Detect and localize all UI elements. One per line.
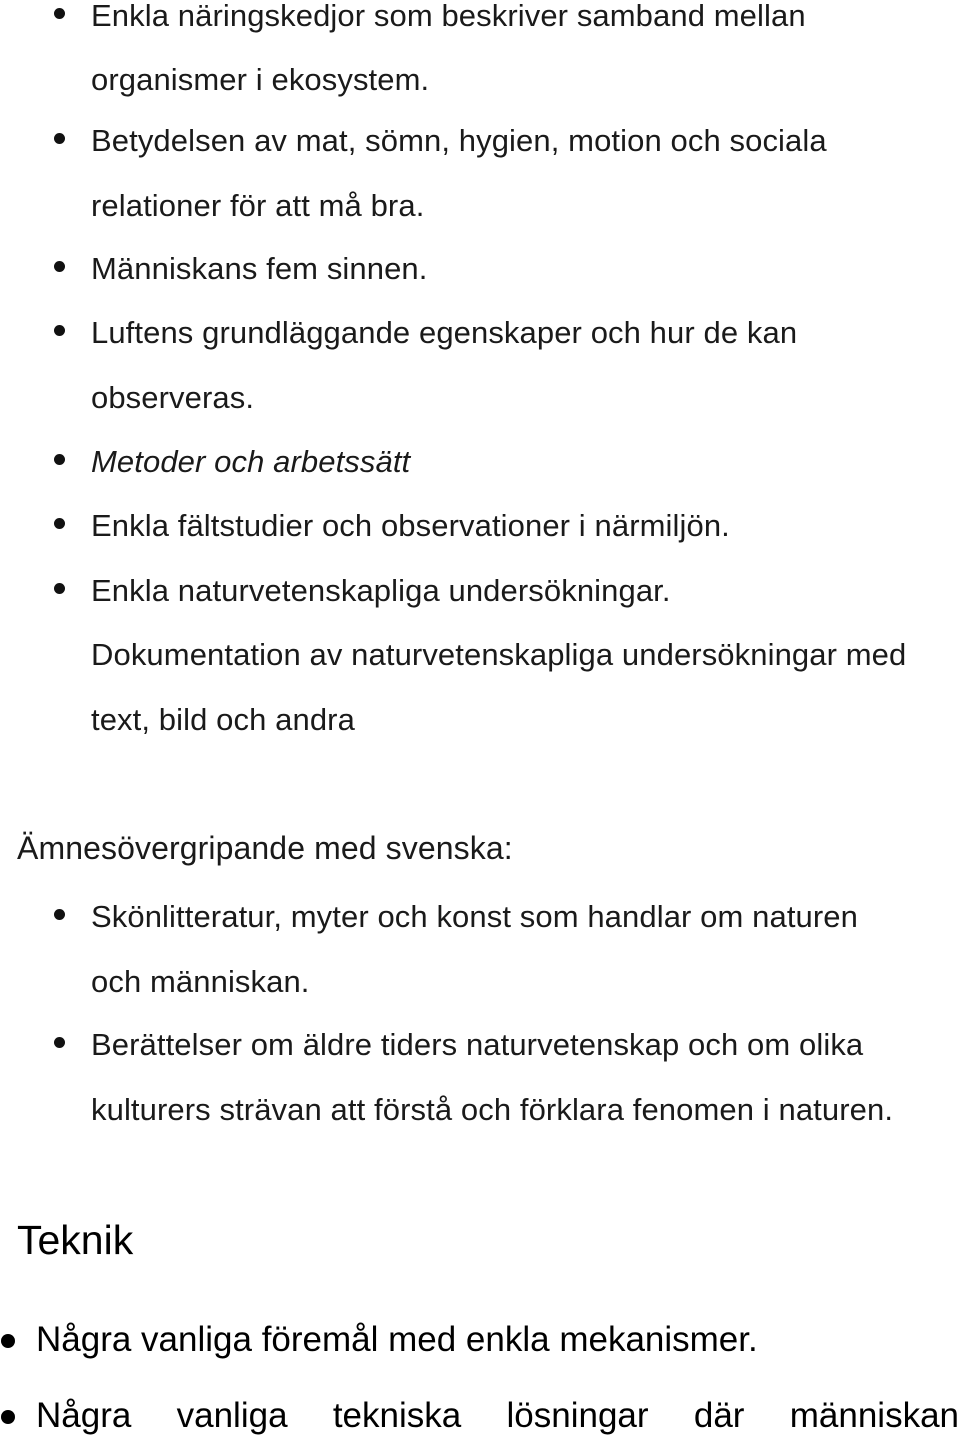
list-item-line: observeras. [91, 380, 255, 415]
list-item-line: Enkla näringskedjor som beskriver samband mellan [91, 0, 806, 33]
list-item-line: Berättelser om äldre tiders naturvetenskap och om olika [91, 1027, 864, 1062]
list-item-line: Några vanliga tekniska lösningar där människan [36, 1396, 959, 1435]
list-item-line: Några vanliga föremål med enkla mekanismer. [36, 1320, 758, 1359]
list-item-line: Betydelsen av mat, sömn, hygien, motion och sociala [91, 123, 827, 158]
list-item-line: kulturers strävan att förstå och förklara fenomen i naturen. [91, 1092, 894, 1127]
list-item-line: Enkla fältstudier och observationer i närmiljön. [91, 508, 730, 543]
section-heading: Ämnesövergripande med svenska: [17, 830, 513, 866]
bullet-icon [54, 261, 65, 272]
bullet-icon [1, 1334, 15, 1348]
bullet-icon [54, 325, 65, 336]
bullet-icon [54, 454, 65, 465]
teknik-heading: Teknik [17, 1217, 134, 1263]
list-item-line: organismer i ekosystem. [91, 62, 430, 97]
list-item-line: Skönlitteratur, myter och konst som handlar om naturen [91, 899, 858, 934]
bullet-icon [54, 8, 65, 19]
list-item-line: Enkla naturvetenskapliga undersökningar. [91, 573, 671, 608]
bullet-icon [54, 909, 65, 920]
list-item-line: Människans fem sinnen. [91, 251, 428, 286]
list-item-line: Metoder och arbetssätt [91, 444, 411, 479]
paragraph-line: text, bild och andra [91, 702, 355, 737]
list-item-line: och människan. [91, 964, 310, 999]
list-item-line: relationer för att må bra. [91, 188, 425, 223]
bullet-icon [54, 1037, 65, 1048]
bullet-icon [54, 583, 65, 594]
bullet-icon [54, 518, 65, 529]
bullet-icon [1, 1410, 15, 1424]
bullet-icon [54, 133, 65, 144]
list-item-line: Luftens grundläggande egenskaper och hur de kan [91, 315, 798, 350]
paragraph-line: Dokumentation av naturvetenskapliga undersökningar med [91, 637, 907, 672]
